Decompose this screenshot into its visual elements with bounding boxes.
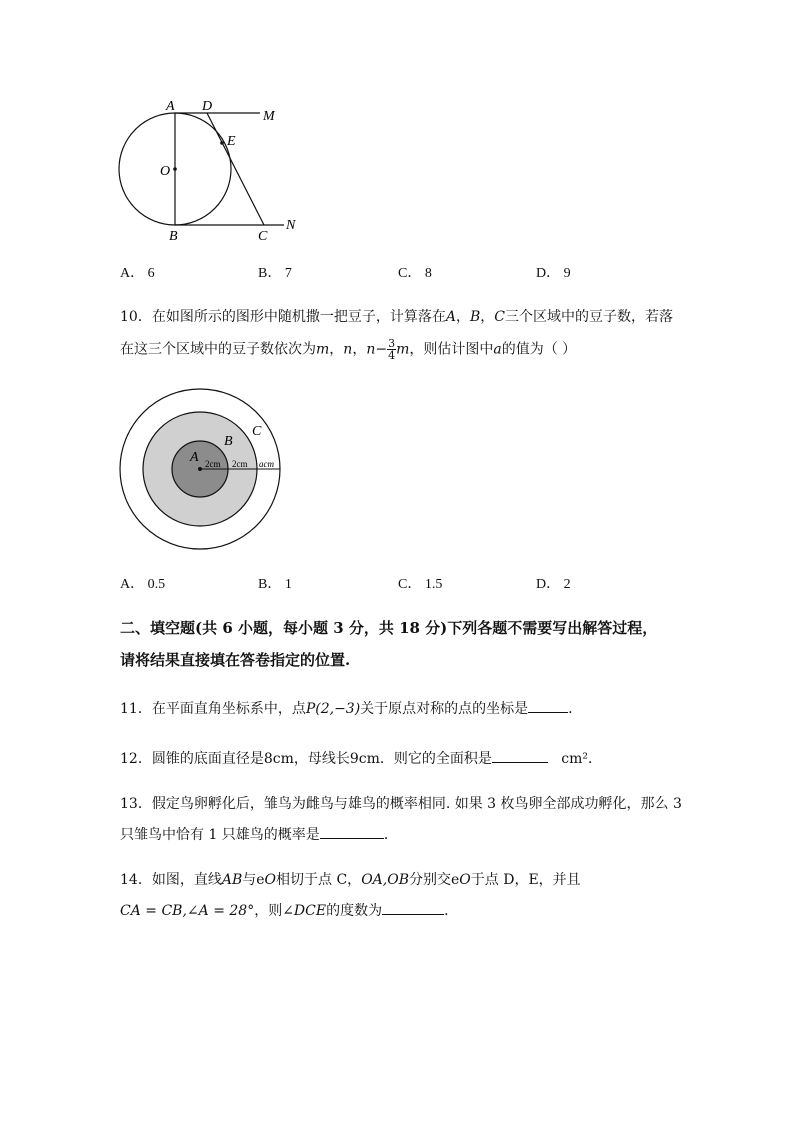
- q11: 11．在平面直角坐标系中，点P(2,−3)关于原点对称的点的坐标是 ．: [120, 698, 582, 718]
- center-point: [198, 467, 202, 471]
- label-2cm-a: 2cm: [205, 459, 221, 469]
- label-b: B: [224, 434, 233, 449]
- q14-line2: CA = CB,∠A = 28°，则∠DCE的度数为 ．: [120, 900, 458, 920]
- q11-answer-blank[interactable]: [528, 698, 568, 713]
- point-e: [220, 141, 224, 145]
- q13-line1: 13．假定鸟卵孵化后，雏鸟为雌鸟与雄鸟的概率相同. 如果 3 枚鸟卵全部成功孵化，那么 3: [120, 796, 682, 812]
- section-heading-line2: 请将结果直接填在答卷指定的位置.: [120, 651, 351, 669]
- q12: 12．圆锥的底面直径是8cm，母线长9cm．则它的全面积是 cm²．: [120, 748, 602, 768]
- fraction-3-4: $\frac{3}{4}$: [388, 337, 396, 362]
- q13-answer-blank[interactable]: [320, 824, 384, 839]
- label-n: N: [286, 218, 296, 233]
- q13-line2: 只雏鸟中恰有 1 只雄鸟的概率是 ．: [120, 824, 398, 844]
- q10-line1: 10．在如图所示的图形中随机撒一把豆子，计算落在A，B，C三个区域中的豆子数，若落: [120, 309, 673, 325]
- q10-option-c: C． 1.5: [398, 577, 443, 592]
- label-e: E: [227, 134, 236, 149]
- q10-option-b: B． 1: [258, 577, 292, 592]
- q9-option-a: A． 6: [120, 266, 155, 281]
- label-b: B: [169, 229, 178, 244]
- q10-option-d: D． 2: [536, 577, 571, 592]
- label-m: M: [263, 109, 275, 124]
- label-c: C: [252, 424, 262, 439]
- label-c: C: [258, 229, 268, 244]
- label-acm: acm: [259, 459, 274, 469]
- q12-answer-blank[interactable]: [492, 748, 548, 763]
- q10-line2: 在这三个区域中的豆子数依次为m，n，n− $\frac{3}{4}$ m，则估计图中a的值为（ ）: [120, 337, 577, 362]
- q9-option-d: D． 9: [536, 266, 571, 281]
- label-a: A: [166, 99, 175, 114]
- figure-q9: [110, 95, 310, 245]
- q9-option-b: B． 7: [258, 266, 292, 281]
- q14-answer-blank[interactable]: [382, 900, 444, 915]
- label-2cm-b: 2cm: [232, 459, 248, 469]
- section-heading-line1: 二、填空题(共 6 小题，每小题 3 分，共 18 分)下列各题不需要写出解答过程，: [120, 619, 658, 637]
- point-o: [173, 167, 177, 171]
- q14-line1: 14．如图，直线AB与eO相切于点 C，OA,OB分别交eO于点 D，E，并且: [120, 872, 581, 888]
- figure-q10: [118, 387, 288, 557]
- label-a: A: [190, 450, 199, 465]
- label-d: D: [202, 99, 213, 114]
- label-o: O: [160, 164, 171, 179]
- point-p: P(2,−3): [305, 701, 361, 717]
- q9-option-c: C． 8: [398, 266, 432, 281]
- q10-option-a: A． 0.5: [120, 577, 166, 592]
